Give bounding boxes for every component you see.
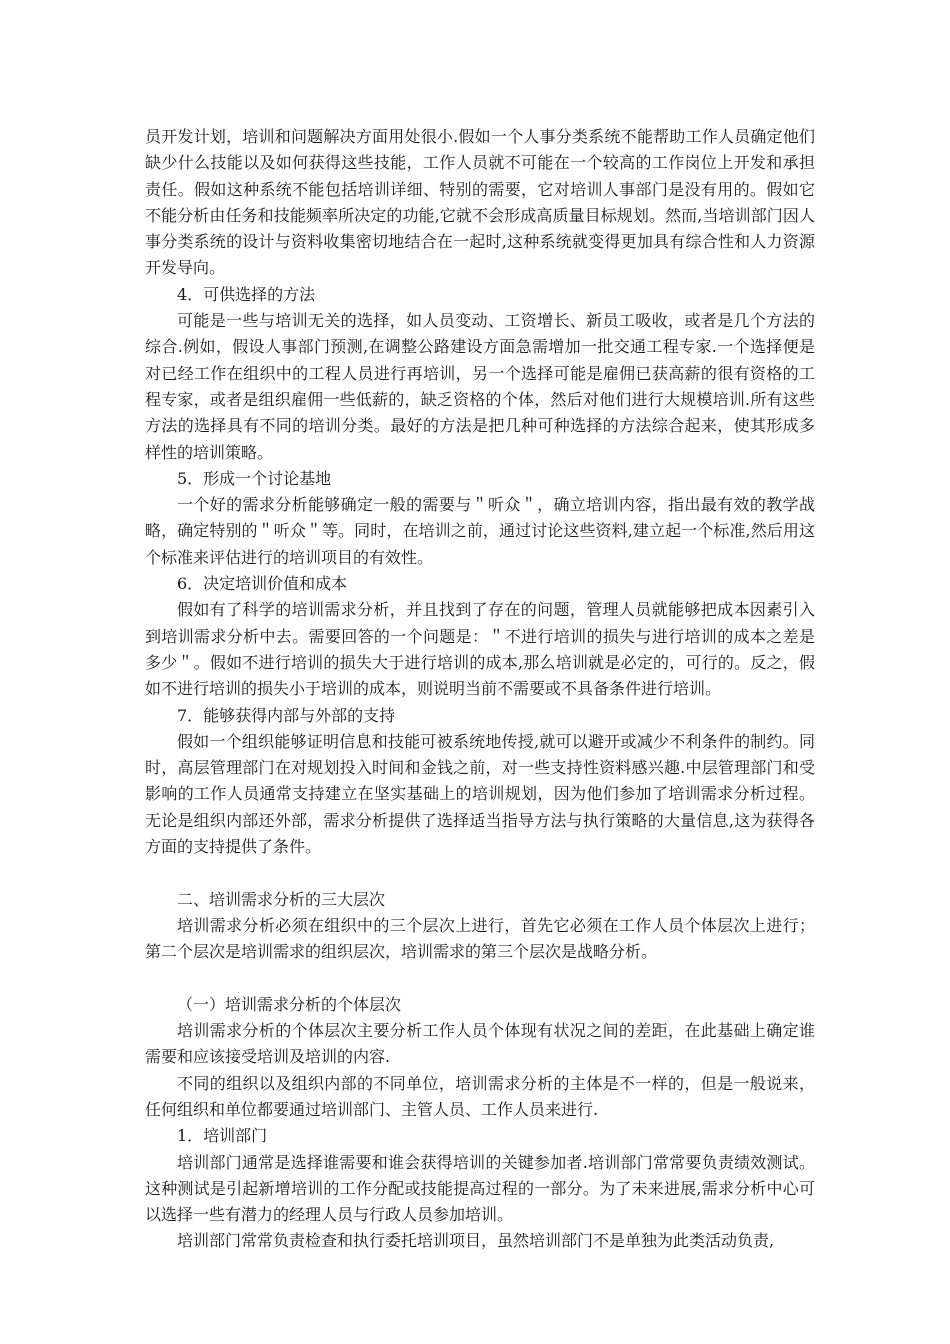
paragraph-internal-external-support: 假如一个组织能够证明信息和技能可被系统地传授,就可以避开或减少不利条件的制约。同时，高层管理部门在对规划投入时间和金钱之前，对一些支持性资料感兴趣.中层管理部门和受影响的工作人员通常支持建立在坚实基础上的培训规划，因为他们参加了培训需求分析过程。无论是组织内部还外部，需求分析提供了选择适当指导方法与执行策略的大量信息,这为获得各方面的支持提供了条件。 <box>145 731 815 857</box>
paragraph-alternative-methods: 可能是一些与培训无关的选择，如人员变动、工资增长、新员工吸收，或者是几个方法的综合.例如，假设人事部门预测,在调整公路建设方面急需增加一批交通工程专家.一个选择便是对已经工作在组织中的工程人员进行再培训，另一个选择可能是雇佣已获高薪的很有资格的工程专家，或者是组织雇佣一些低薪的，缺乏资格的个体，然后对他们进行大规模培训.所有这些方法的选择具有不同的培训分类。最好的方法是把几种可种选择的方法综合起来，使其形成多样性的培训策略。 <box>145 311 815 462</box>
blank-line <box>145 966 815 992</box>
paragraph-analysis-subjects: 不同的组织以及组织内部的不同单位，培训需求分析的主体是不一样的，但是一般说来，任何组织和单位都要通过培训部门、主管人员、工作人员来进行. <box>145 1073 815 1119</box>
heading-internal-external-support: 7．能够获得内部与外部的支持 <box>177 705 396 725</box>
heading-discussion-base: 5．形成一个讨论基地 <box>177 468 332 488</box>
paragraph-training-department-duties: 培训部门常常负责检查和执行委托培训项目，虽然培训部门不是单独为此类活动负责, <box>177 1231 775 1251</box>
heading-training-department: 1．培训部门 <box>177 1126 268 1146</box>
paragraph-personnel-classification: 员开发计划，培训和问题解决方面用处很小.假如一个人事分类系统不能帮助工作人员确定他们缺少什么技能以及如何获得这些技能，工作人员就不可能在一个较高的工作岗位上开发和承担责任。假如这种系统不能包括培训详细、特别的需要，它对培训人事部门是没有用的。假如它不能分析由任务和技能频率所决定的功能,它就不会形成高质量目标规划。然而,当培训部门因人事分类系统的设计与资料收集密切地结合在一起时,这种系统就变得更加具有综合性和人力资源开发导向。 <box>145 127 815 278</box>
paragraph-discussion-base: 一个好的需求分析能够确定一般的需要与＂听众＂，确立培训内容，指出最有效的教学战略，确定特别的＂听众＂等。同时，在培训之前，通过讨论这些资料,建立起一个标准,然后用这个标准来评估进行的培训项目的有效性。 <box>145 495 815 567</box>
paragraph-individual-level: 培训需求分析的个体层次主要分析工作人员个体现有状况之间的差距，在此基础上确定谁需要和应该接受培训及培训的内容. <box>145 1021 815 1067</box>
heading-value-and-cost: 6．决定培训价值和成本 <box>177 574 348 594</box>
blank-line <box>145 860 815 886</box>
heading-individual-level: （一）培训需求分析的个体层次 <box>177 994 402 1014</box>
document-body <box>145 124 815 1255</box>
heading-alternative-methods: 4．可供选择的方法 <box>177 284 316 304</box>
heading-three-levels: 二、培训需求分析的三大层次 <box>177 889 386 909</box>
paragraph-training-department: 培训部门通常是选择谁需要和谁会获得培训的关键参加者.培训部门常常要负责绩效测试。这种测试是引起新增培训的工作分配或技能提高过程的一部分。为了未来进展,需求分析中心可以选择一些有潜力的经理人员与行政人员参加培训。 <box>145 1152 815 1225</box>
paragraph-three-levels: 培训需求分析必须在组织中的三个层次上进行，首先它必须在工作人员个体层次上进行；第二个层次是培训需求的组织层次，培训需求的第三个层次是战略分析。 <box>145 915 815 962</box>
paragraph-value-and-cost: 假如有了科学的培训需求分析，并且找到了存在的问题，管理人员就能够把成本因素引入到培训需求分析中去。需要回答的一个问题是：＂不进行培训的损失与进行培训的成本之差是多少＂。假如不进行培训的损失大于进行培训的成本,那么培训就是必定的，可行的。反之，假如不进行培训的损失小于培训的成本，则说明当前不需要或不具备条件进行培训。 <box>145 600 815 699</box>
